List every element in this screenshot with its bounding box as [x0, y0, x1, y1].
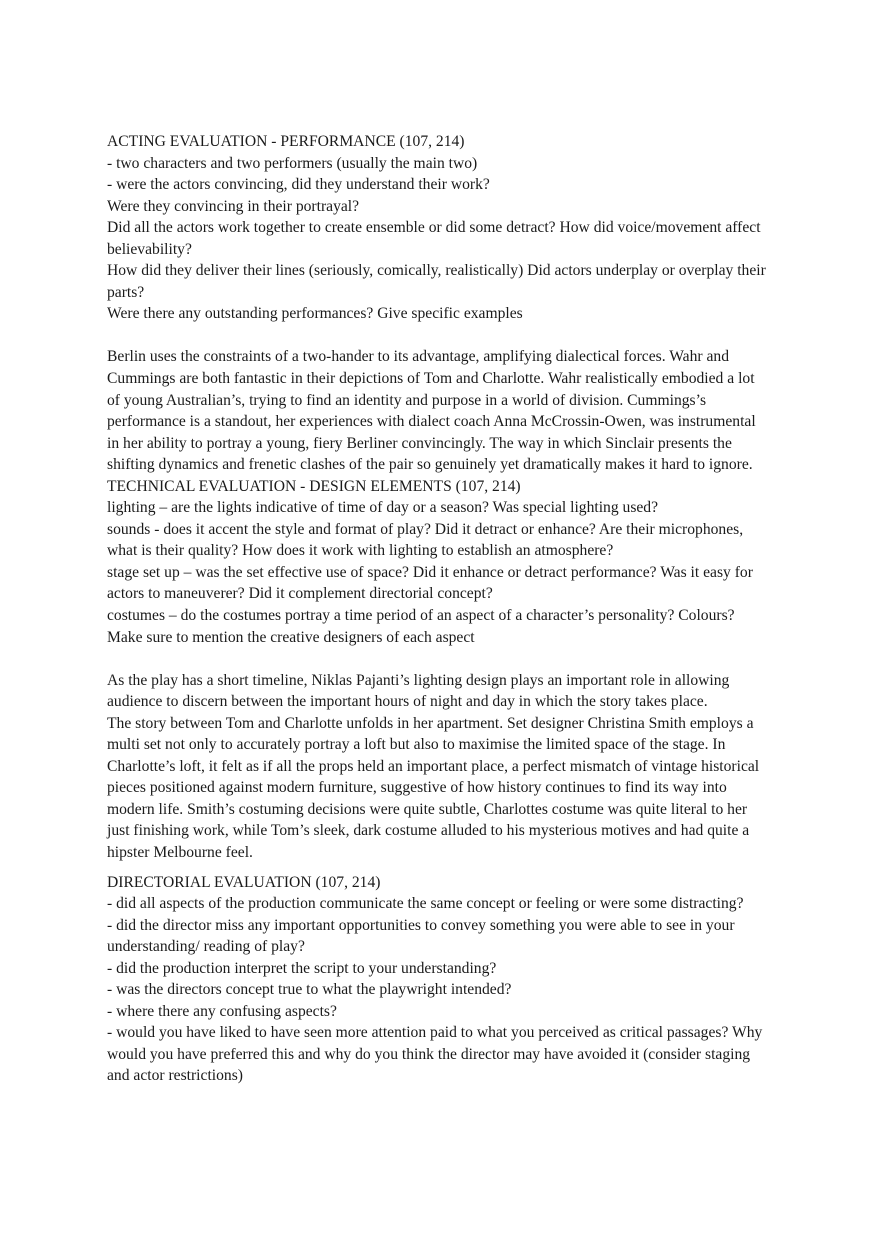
document-page	[107, 131, 767, 1087]
acting-prompt: Did all the actors work together to create ensemble or did some detract? How did voice/movement affect believability?	[107, 219, 761, 258]
acting-prompt: Were there any outstanding performances? Give specific examples	[107, 305, 523, 323]
acting-prompt: - were the actors convincing, did they understand their work?	[107, 176, 490, 194]
paragraph-gap	[107, 648, 767, 670]
directorial-prompt: - did all aspects of the production communicate the same concept or feeling or were some distracting?	[107, 895, 744, 913]
directorial-heading: DIRECTORIAL EVALUATION (107, 214)	[107, 873, 381, 891]
technical-prompt: lighting – are the lights indicative of time of day or a season? Was special lighting used?	[107, 499, 659, 517]
directorial-prompt: - was the directors concept true to what the playwright intended?	[107, 981, 512, 999]
technical-prompt: sounds - does it accent the style and format of play? Did it detract or enhance? Are their microphones, what is their quality? How does it work with lighting to establish an atmosphere?	[107, 520, 744, 560]
acting-prompt: - two characters and two performers (usually the main two)	[107, 154, 478, 172]
acting-heading: ACTING EVALUATION - PERFORMANCE (107, 214)	[107, 133, 465, 150]
directorial-prompt: - where there any confusing aspects?	[107, 1002, 337, 1020]
paragraph-gap	[107, 325, 767, 347]
technical-section	[107, 476, 767, 864]
acting-prompt: Were they convincing in their portrayal?	[107, 197, 360, 215]
technical-prompt: costumes – do the costumes portray a time period of an aspect of a character’s personality? Colours? Make sure to mention the creative designers of each aspect	[107, 606, 735, 646]
acting-response: Berlin uses the constraints of a two-hander to its advantage, amplifying dialectical forces. Wahr and Cummings are both fantastic in their depictions of Tom and Charlotte. Wahr realistically embodied a lot of young Australian’s, trying to find an identity and purpose in a world of division. Cummings’s performance is a standout, her experiences with dialect coach Anna McCrossin-Owen, was instrumental in her ability to portray a young, fiery Berliner convincingly. The way in which Sinclair presents the shifting dynamics and frenetic clashes of the pair so genuinely yet dramatically makes it hard to ignore.	[107, 348, 756, 474]
acting-section	[107, 131, 767, 476]
technical-prompt: stage set up – was the set effective use of space? Did it enhance or detract performance? Was it easy for actors to maneuverer? Did it complement directorial concept?	[107, 563, 753, 603]
technical-response: The story between Tom and Charlotte unfolds in her apartment. Set designer Christina Smith employs a multi set not only to accurately portray a loft but also to maximise the limited space of the stage. In Charlotte’s loft, it felt as if all the props held an important place, a perfect mismatch of vintage historical pieces positioned against modern furniture, suggestive of how history continues to find its way into modern life. Smith’s costuming decisions were quite subtle, Charlottes costume was quite literal to her just finishing work, while Tom’s sleek, dark costume alluded to his mysterious motives and had quite a hipster Melbourne feel.	[107, 714, 760, 861]
technical-heading: TECHNICAL EVALUATION - DESIGN ELEMENTS (107, 214)	[107, 477, 521, 495]
acting-prompt: How did they deliver their lines (seriously, comically, realistically) Did actors underplay or overplay their parts?	[107, 262, 766, 301]
directorial-prompt: - did the director miss any important opportunities to convey something you were able to see in your understanding/ reading of play?	[107, 916, 735, 956]
directorial-prompt: - did the production interpret the script to your understanding?	[107, 959, 497, 977]
section-gap	[107, 864, 767, 872]
technical-response: As the play has a short timeline, Niklas Pajanti’s lighting design plays an important role in allowing audience to discern between the important hours of night and day in which the story takes place.	[107, 671, 730, 711]
directorial-section	[107, 872, 767, 1087]
directorial-prompt: - would you have liked to have seen more attention paid to what you perceived as critical passages? Why would you have preferred this and why do you think the director may have avoided it (consider staging and actor restrictions)	[107, 1024, 763, 1085]
